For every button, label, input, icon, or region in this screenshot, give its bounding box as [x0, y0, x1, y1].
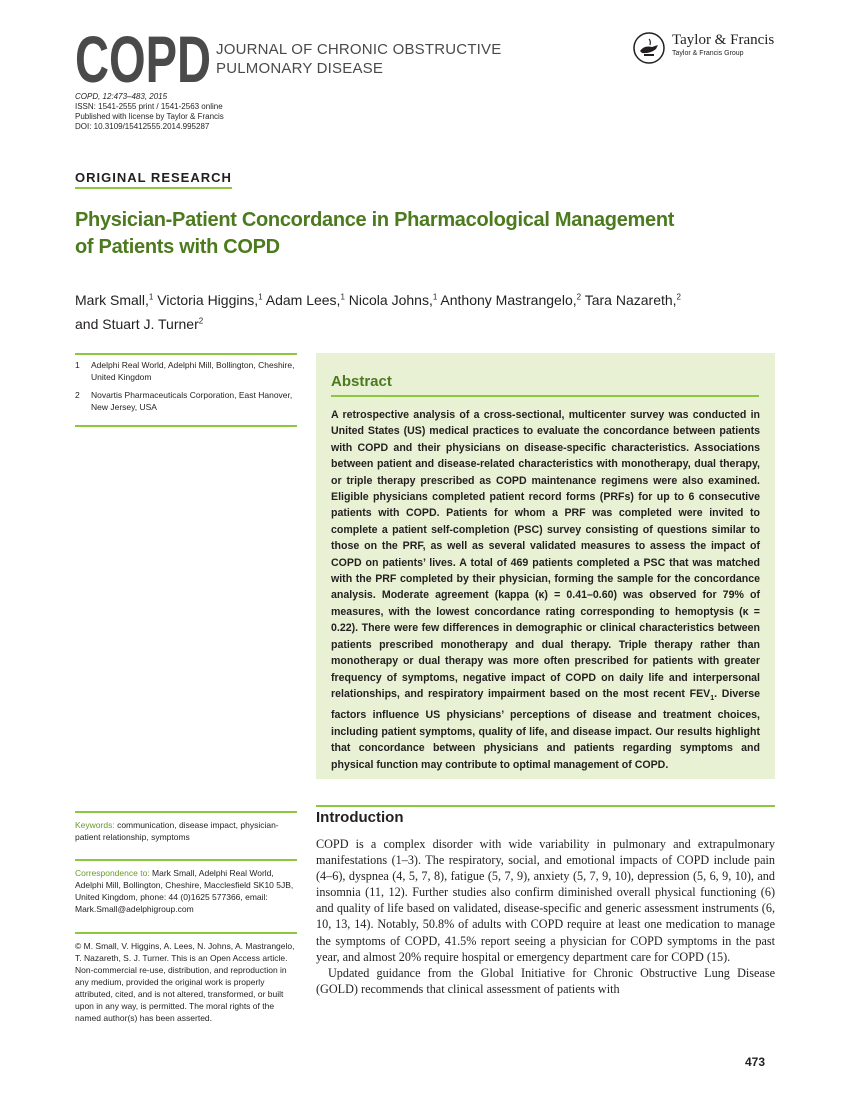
affiliations: [75, 353, 297, 427]
page-number: 473: [745, 1055, 766, 1069]
keywords-label: Keywords:: [75, 820, 115, 830]
author-list: [75, 286, 775, 335]
abstract-box: [316, 353, 775, 779]
publisher-name: Taylor & Francis: [672, 32, 775, 48]
paragraph: COPD is a complex disorder with wide variability in pulmonary and extrapulmonary manifestations (1–3). The respiratory, social, and emotional impacts of COPD include pain (4–6), dyspnea (4, 5, 7, 8), fatigue (5, 7, 9), anxiety (5, 7, 9, 10), depression (5, 6, 9, 10), and insomnia (11, 12). Further studies also confirm diminished overall physical functioning (6) and quality of life based on validated, disease-specific and generic assessment instruments (6, 10, 13, 14). Notably, 50.8% of adults with COPD require at least one medication to manage the symptoms of COPD, 41.5% report seeing a physician for COPD symptoms in the past year, and almost 20% require hospital or emergency department care for COPD (15).: [316, 837, 775, 964]
copyright-block: [75, 932, 297, 1024]
oil-lamp-icon: [632, 32, 666, 64]
author: Tara Nazareth,$^2$: [584, 291, 681, 308]
keywords-block: [75, 811, 297, 843]
publisher-group: Taylor & Francis Group: [672, 50, 744, 57]
article-title: [75, 207, 775, 261]
affiliation-item: 1 Adelphi Real World, Adelphi Mill, Bollington, Cheshire, United Kingdom: [75, 360, 295, 382]
abstract-divider: [331, 395, 759, 397]
abstract-text: A retrospective analysis of a cross-sectional, multicenter survey was conducted in United States (US) medical practices to evaluate the concordance between patients with COPD and their physicians on disease-specific characteristics. Associations between patient and disease-related characteristics with monotherapy, dual therapy, or triple therapy prescribed as COPD maintenance regimens were also examined. Eligible physicians completed patient record forms (PRFs) for up to 6 consecutive patients with COPD. Patients for whom a PRF was completed were invited to complete a patient self-completion (PSC) survey consisting of questions similar to those on the PRF, as well as several validated measures to assess the impact of COPD on patients’ lives. A total of 469 patients completed a PSC that was matched with the PRF completed by their physician, forming the sample for the concordance analysis. Moderate agreement (kappa (κ) = 0.41–0.60) was observed for 79% of measures, with the lowest concordance rating corresponding to hemoptysis (κ = 0.22). There were few differences in demographic or clinical characteristics between patients prescribed monotherapy and dual therapy. Triple therapy rather than monotherapy or dual therapy was more often prescribed for patients with greater frequency of symptoms, negative impact of COPD on daily life and interpersonal relationships, and respiratory impairment based on the most recent $FEV_1$. Diverse factors influence US physicians’ perceptions of disease and treatment choices, including patient symptoms, quality of life, and disease impact. Our results highlight that concordance between physicians and patients regarding symptoms and physical function may contribute to optimal management of COPD.: [331, 409, 761, 771]
logo-text: COPD: [75, 30, 211, 86]
author: Mark Small,$^1$: [75, 291, 154, 308]
license-line: Published with license by Taylor & Francis: [75, 112, 224, 121]
journal-name-line2: PULMONARY DISEASE: [216, 60, 384, 77]
journal-logo: [75, 30, 213, 86]
paragraph: Updated guidance from the Global Initiative for Chronic Obstructive Lung Disease (GOLD) recommends that clinical assessment of patients with: [316, 965, 775, 996]
doi[interactable]: DOI: 10.3109/15412555.2014.995287: [75, 122, 210, 131]
section-label: ORIGINAL RESEARCH: [75, 170, 232, 189]
keywords-text: communication, disease impact, physician-patient relationship, symptoms: [75, 820, 279, 842]
introduction-heading: Introduction: [316, 809, 404, 826]
correspondence-label: Correspondence to:: [75, 868, 150, 878]
author: Anthony Mastrangelo,$^2$: [440, 291, 582, 308]
affiliation-item: 2 Novartis Pharmaceuticals Corporation, East Hanover, New Jersey, USA: [75, 390, 293, 412]
citation: COPD, 12:473–483, 2015: [75, 92, 168, 101]
author: Adam Lees,$^1$: [265, 291, 345, 308]
journal-name: [216, 40, 501, 78]
issn: ISSN: 1541-2555 print / 1541-2563 online: [75, 102, 223, 111]
correspondence-block: [75, 859, 297, 915]
article-title-line2: of Patients with COPD: [75, 236, 280, 258]
introduction-divider: [316, 805, 775, 807]
copd-logo-mark: [75, 30, 213, 86]
correspondence-text: Mark Small, Adelphi Real World, Adelphi Mill, Bollington, Cheshire, Macclesfield SK10 5JB, United Kingdom, phone: 44 (0)1625 577366, email: Mark.Small@adelphigroup.com: [75, 868, 294, 914]
author: and Stuart J. Turner$^2$: [75, 316, 204, 333]
article-title-line1: Physician-Patient Concordance in Pharmacological Management: [75, 209, 675, 231]
author: Victoria Higgins,$^1$: [157, 291, 263, 308]
author: Nicola Johns,$^1$: [348, 291, 438, 308]
publisher-logo: [632, 32, 774, 64]
abstract-title: Abstract: [331, 373, 392, 390]
publication-info: [75, 92, 224, 132]
journal-name-line1: JOURNAL OF CHRONIC OBSTRUCTIVE: [216, 41, 502, 58]
introduction-body: [316, 836, 775, 997]
copyright-text: © M. Small, V. Higgins, A. Lees, N. Johns, A. Mastrangelo, T. Nazareth, S. J. Turner. This is an Open Access article. Non-commercial re-use, distribution, and reproduction in any medium, provided the original work is properly attributed, cited, and is not altered, transformed, or built upon in any way, is permitted. The moral rights of the named author(s) has been asserted.: [75, 941, 295, 1023]
